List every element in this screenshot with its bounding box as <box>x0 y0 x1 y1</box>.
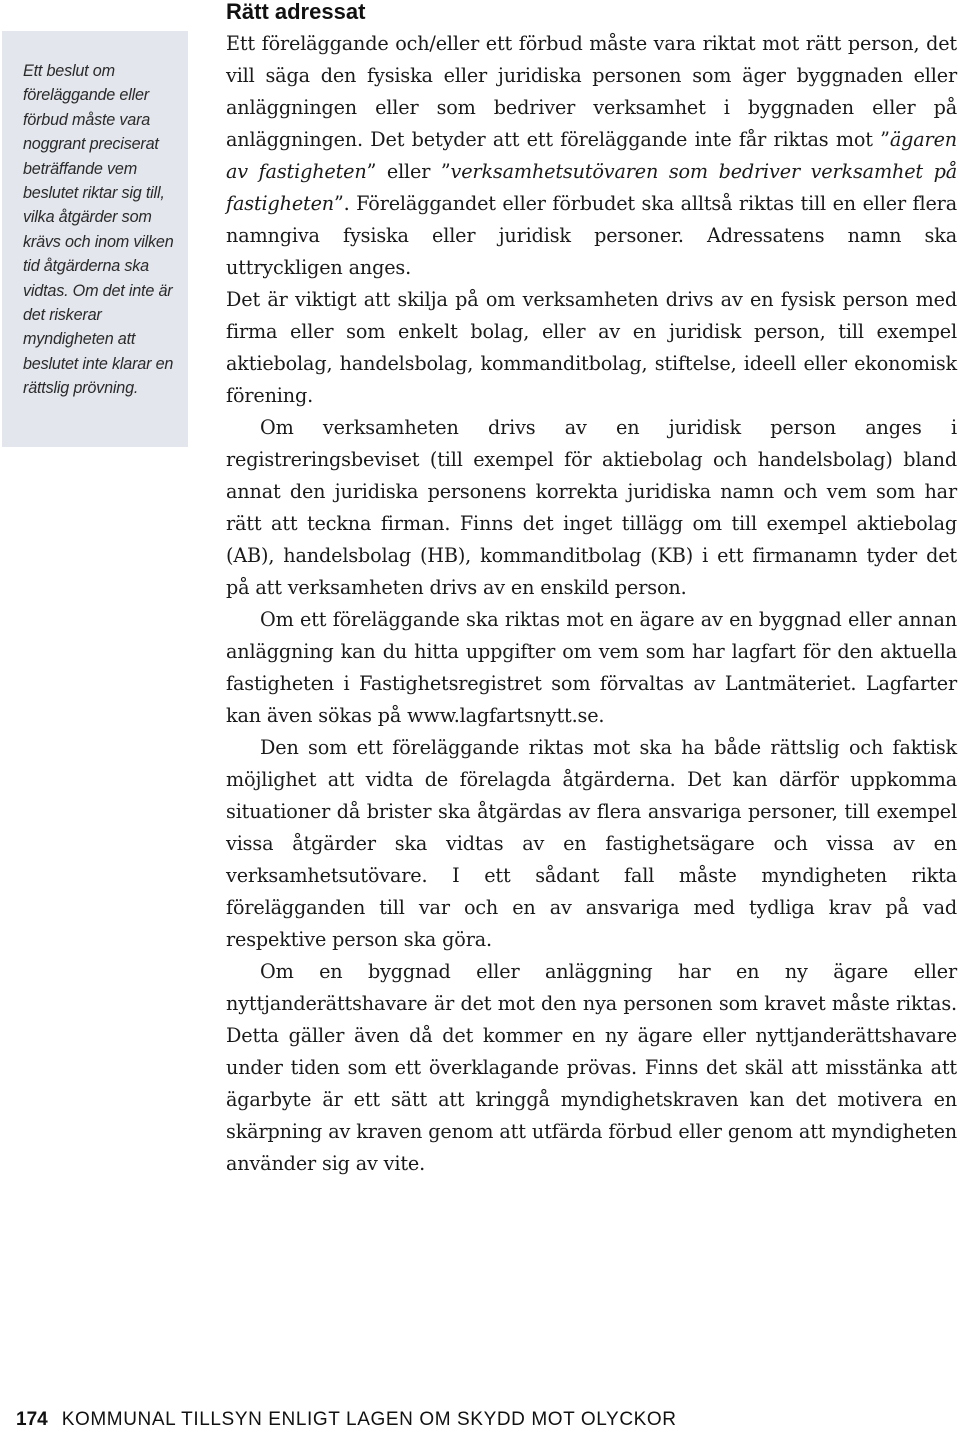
paragraph-1-part-c: ”. Föreläggandet eller förbudet ska alltså riktas till en eller flera namngiva fysiska eller juridisk personer. Adressatens namn ska uttryckligen anges. <box>226 192 957 279</box>
paragraph-1-part-a: Ett föreläggande och/eller ett förbud måste vara riktat mot rätt person, det vill säga den fysiska eller juridiska personen som äger byggnaden eller anläggningen eller som bedriver verksamhet i byggnaden eller på anläggningen. Det betyder att ett föreläggande inte får riktas mot ” <box>226 32 957 151</box>
paragraph-3: Om verksamheten drivs av en juridisk person anges i registreringsbeviset (till exempel för aktiebolag och handelsbolag) bland annat den juridiska personens korrekta juridiska namn och vem som har rätt att teckna firman. Finns det inget tillägg om till exempel aktiebolag (AB), handelsbolag (HB), kommanditbolag (KB) i ett firmanamn tyder det på att verksamheten drivs av en enskild person. <box>226 416 957 599</box>
paragraph-6: Om en byggnad eller anläggning har en ny ägare eller nyttjanderättshavare är det mot den nya personen som kravet måste riktas. Detta gäller även då det kommer en ny ägare eller nyttjanderättshavare under tiden som ett överklagande prövas. Finns det skäl att misstänka att ägarbyte är ett sätt att kringgå myndighetskraven kan det motivera en skärpning av kraven genom att utfärda förbud eller genom att myndigheten använder sig av vite. <box>226 960 957 1175</box>
paragraph-2: Det är viktigt att skilja på om verksamheten drivs av en fysisk person med firma eller som enkelt bolag, eller av en juridisk person, till exempel aktiebolag, handelsbolag, kommanditbolag, stiftelse, ideell eller ekonomisk förening. <box>226 288 957 407</box>
paragraph-4: Om ett föreläggande ska riktas mot en ägare av en byggnad eller annan anläggning kan du hitta uppgifter om vem som har lagfart för den aktuella fastigheten i Fastighetsregistret som förvaltas av Lantmäteriet. Lagfarter kan även sökas på www.lagfartsnytt.se. <box>226 608 957 727</box>
paragraph-1 <box>226 28 957 284</box>
margin-note-text: Ett beslut om föreläggande eller förbud måste vara noggrant preciserat beträffande vem beslutet riktar sig till, vilka åtgärder som krävs och inom vilken tid åtgärderna ska vidtas. Om det inte är det riskerar myndigheten att beslutet inte klarar en rättslig prövning. <box>23 62 174 398</box>
page-number: 174 <box>16 1409 48 1430</box>
main-column <box>226 0 957 1180</box>
section-heading: Rätt adressat <box>226 0 366 24</box>
running-title: KOMMUNAL TILLSYN ENLIGT LAGEN OM SKYDD MOT OLYCKOR <box>61 1409 677 1430</box>
paragraph-1-part-b: ” eller ” <box>366 160 451 183</box>
paragraph-5: Den som ett föreläggande riktas mot ska ha både rättslig och faktisk möjlighet att vidta de förelagda åtgärderna. Det kan därför uppkomma situationer då brister ska åtgärdas av flera ansvariga personer, till exempel vissa åtgärder ska vidtas av en fastighetsägare och vissa av en verksamhetsutövare. I ett sådant fall måste myndigheten rikta förelägganden till var och en av ansvariga med tydliga krav på vad respektive person ska göra. <box>226 736 957 951</box>
margin-note-box <box>2 31 188 447</box>
paragraph-1-emphasis-owner: ägaren av fastigheten <box>226 128 957 183</box>
paragraph-1-emphasis-operator: verksamhetsutövaren som bedriver verksamhet på fastigheten <box>226 160 957 215</box>
page-footer <box>16 1408 677 1432</box>
